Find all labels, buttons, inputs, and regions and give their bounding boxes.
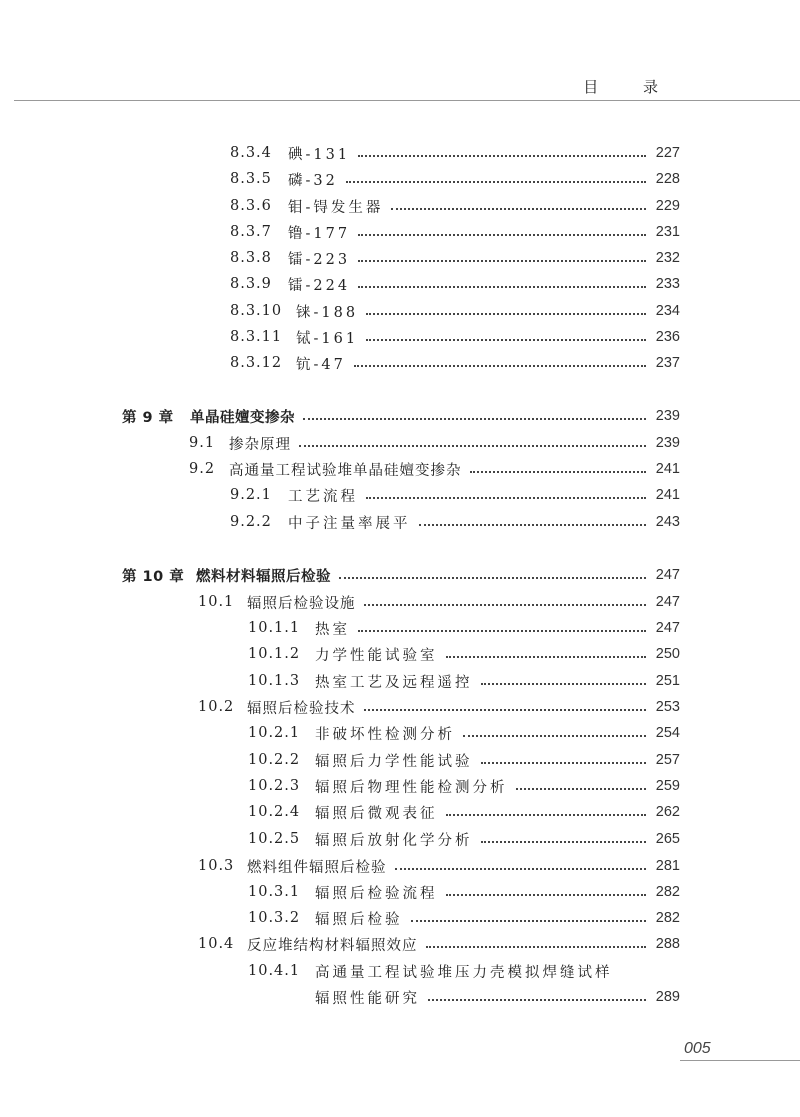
footer-divider (680, 1060, 800, 1061)
section-title: 热室 (315, 621, 350, 638)
toc-entry-10-4-1[interactable] (248, 959, 680, 983)
section-title: 辐照后检验流程 (315, 885, 438, 902)
toc-entry-10-2[interactable] (198, 695, 680, 719)
leader-dots (428, 999, 646, 1001)
toc-entry-10-2-2[interactable] (248, 748, 680, 772)
section-title: 磷-32 (288, 172, 338, 189)
section-title: 高通量工程试验堆单晶硅嬗变掺杂 (229, 462, 462, 479)
page-number: 239 (655, 408, 680, 424)
section-title: 掺杂原理 (229, 436, 291, 453)
section-title: 镭-224 (288, 277, 351, 294)
section-title: 镥-177 (288, 225, 351, 242)
section-number: 9.1 (189, 435, 216, 451)
toc-entry-9-1[interactable] (189, 431, 680, 455)
section-number: 10.2.2 (248, 752, 301, 768)
toc-entry-10-4-1-continued[interactable] (315, 985, 680, 1009)
toc-entry-8-3-8[interactable] (230, 246, 680, 270)
page-number: 282 (655, 884, 680, 900)
section-title: 辐照后检验 (315, 911, 403, 928)
leader-dots (426, 946, 647, 948)
section-number: 9.2.2 (230, 514, 272, 530)
section-number: 10.2.5 (248, 831, 301, 847)
leader-dots (395, 868, 647, 870)
toc-entry-8-3-4[interactable] (230, 141, 680, 165)
section-number: 8.3.10 (230, 303, 283, 319)
section-title-continued: 辐照性能研究 (315, 990, 420, 1007)
section-title: 反应堆结构材料辐照效应 (247, 937, 418, 954)
section-number: 8.3.7 (230, 224, 272, 240)
page-number: 241 (655, 487, 680, 503)
toc-entry-8-3-11[interactable] (230, 325, 680, 349)
leader-dots (366, 313, 646, 315)
leader-dots (446, 656, 647, 658)
section-number: 10.1 (198, 594, 235, 610)
toc-entry-8-3-9[interactable] (230, 272, 680, 296)
page-number: 243 (655, 514, 680, 530)
toc-entry-10-1-3[interactable] (248, 669, 680, 693)
leader-dots (346, 181, 646, 183)
header-divider (14, 100, 800, 101)
leader-dots (366, 339, 646, 341)
section-title: 碘-131 (288, 146, 351, 163)
section-title: 中子注量率展平 (288, 515, 411, 532)
section-number: 8.3.11 (230, 329, 283, 345)
page-number: 232 (655, 250, 680, 266)
section-number: 8.3.12 (230, 355, 283, 371)
leader-dots (358, 234, 646, 236)
toc-entry-8-3-10[interactable] (230, 299, 680, 323)
page-number: 239 (655, 435, 680, 451)
leader-dots (358, 260, 646, 262)
page-number: 231 (655, 224, 680, 240)
section-title: 铽-161 (296, 330, 359, 347)
page-number: 250 (655, 646, 680, 662)
section-number: 9.2.1 (230, 487, 272, 503)
leader-dots (358, 155, 646, 157)
page-number: 229 (655, 198, 680, 214)
toc-entry-9-2[interactable] (189, 457, 680, 481)
section-number: 10.1.1 (248, 620, 301, 636)
section-title: 力学性能试验室 (315, 647, 438, 664)
section-number: 9.2 (189, 461, 216, 477)
leader-dots (358, 286, 646, 288)
page-number: 282 (655, 910, 680, 926)
toc-entry-10-1-2[interactable] (248, 642, 680, 666)
folio-page-number: 005 (684, 1040, 711, 1057)
toc-chapter-10[interactable] (122, 563, 680, 587)
page-number: 237 (655, 355, 680, 371)
toc-entry-10-3[interactable] (198, 854, 680, 878)
section-title: 燃料组件辐照后检验 (247, 859, 387, 876)
leader-dots (419, 524, 647, 526)
toc-entry-10-1[interactable] (198, 590, 680, 614)
section-title: 工艺流程 (288, 488, 358, 505)
leader-dots (481, 841, 647, 843)
leader-dots (299, 445, 646, 447)
toc-entry-10-2-1[interactable] (248, 721, 680, 745)
section-number: 8.3.5 (230, 171, 272, 187)
page-number: 257 (655, 752, 680, 768)
page-number: 288 (655, 936, 680, 952)
page-number: 289 (655, 989, 680, 1005)
page-number: 241 (655, 461, 680, 477)
page-number: 236 (655, 329, 680, 345)
leader-dots (358, 630, 646, 632)
toc-entry-10-4[interactable] (198, 932, 680, 956)
toc-entry-8-3-5[interactable] (230, 167, 680, 191)
page-number: 254 (655, 725, 680, 741)
section-title: 钪-47 (296, 356, 346, 373)
leader-dots (463, 735, 646, 737)
toc-entry-9-2-1[interactable] (230, 483, 680, 507)
page-number: 251 (655, 673, 680, 689)
section-title: 辐照后放射化学分析 (315, 832, 473, 849)
page-number: 262 (655, 804, 680, 820)
leader-dots (366, 497, 646, 499)
section-title: 铼-188 (296, 304, 359, 321)
section-title: 非破坏性检测分析 (315, 726, 455, 743)
section-number: 8.3.6 (230, 198, 272, 214)
section-number: 10.2.3 (248, 778, 301, 794)
toc-chapter-9[interactable] (122, 404, 680, 428)
page-number: 227 (655, 145, 680, 161)
leader-dots (391, 208, 646, 210)
page-number: 281 (655, 858, 680, 874)
toc-entry-9-2-2[interactable] (230, 510, 680, 534)
chapter-title: 单晶硅嬗变掺杂 (190, 409, 295, 426)
toc-entry-10-2-4[interactable] (248, 800, 680, 824)
leader-dots (470, 471, 647, 473)
section-title: 辐照后物理性能检测分析 (315, 779, 508, 796)
page-number: 234 (655, 303, 680, 319)
page-number: 247 (655, 620, 680, 636)
section-number: 10.3.1 (248, 884, 301, 900)
section-title: 镭-223 (288, 251, 351, 268)
section-number: 8.3.9 (230, 276, 272, 292)
section-number: 10.1.2 (248, 646, 301, 662)
section-title: 辐照后微观表征 (315, 805, 438, 822)
leader-dots (446, 814, 647, 816)
running-header-title: 目 录 (583, 78, 678, 96)
leader-dots (516, 788, 647, 790)
section-number: 10.4 (198, 936, 235, 952)
section-title: 高通量工程试验堆压力壳模拟焊缝试样 (315, 964, 613, 981)
leader-dots (481, 683, 647, 685)
page-number: 259 (655, 778, 680, 794)
section-number: 10.2.4 (248, 804, 301, 820)
section-title: 热室工艺及远程遥控 (315, 674, 473, 691)
leader-dots (446, 894, 647, 896)
leader-dots (354, 365, 646, 367)
toc-entry-8-3-7[interactable] (230, 220, 680, 244)
section-title: 钼-锝发生器 (288, 199, 384, 216)
leader-dots (411, 920, 647, 922)
section-number: 10.2 (198, 699, 235, 715)
section-title: 辐照后检验技术 (247, 700, 356, 717)
section-number: 10.4.1 (248, 963, 301, 979)
toc-entry-8-3-6[interactable] (230, 194, 680, 218)
section-title: 辐照后力学性能试验 (315, 753, 473, 770)
section-number: 10.3.2 (248, 910, 301, 926)
toc-entry-8-3-12[interactable] (230, 351, 680, 375)
leader-dots (364, 604, 647, 606)
toc-entry-10-3-1[interactable] (248, 880, 680, 904)
section-number: 8.3.8 (230, 250, 272, 266)
section-title: 辐照后检验设施 (247, 595, 356, 612)
toc-entry-10-2-5[interactable] (248, 827, 680, 851)
chapter-title: 燃料材料辐照后检验 (196, 568, 331, 585)
section-number: 10.1.3 (248, 673, 301, 689)
leader-dots (364, 709, 647, 711)
page-number: 265 (655, 831, 680, 847)
page-number: 228 (655, 171, 680, 187)
section-number: 8.3.4 (230, 145, 272, 161)
page-number: 253 (655, 699, 680, 715)
page-number: 247 (655, 567, 680, 583)
toc-entry-10-2-3[interactable] (248, 774, 680, 798)
page-number: 233 (655, 276, 680, 292)
leader-dots (339, 577, 646, 579)
toc-entry-10-3-2[interactable] (248, 906, 680, 930)
page-number: 247 (655, 594, 680, 610)
section-number: 10.3 (198, 858, 235, 874)
chapter-number: 第 10 章 (122, 568, 185, 585)
leader-dots (303, 418, 646, 420)
toc-entry-10-1-1[interactable] (248, 616, 680, 640)
section-number: 10.2.1 (248, 725, 301, 741)
leader-dots (481, 762, 647, 764)
chapter-number: 第 9 章 (122, 409, 174, 426)
